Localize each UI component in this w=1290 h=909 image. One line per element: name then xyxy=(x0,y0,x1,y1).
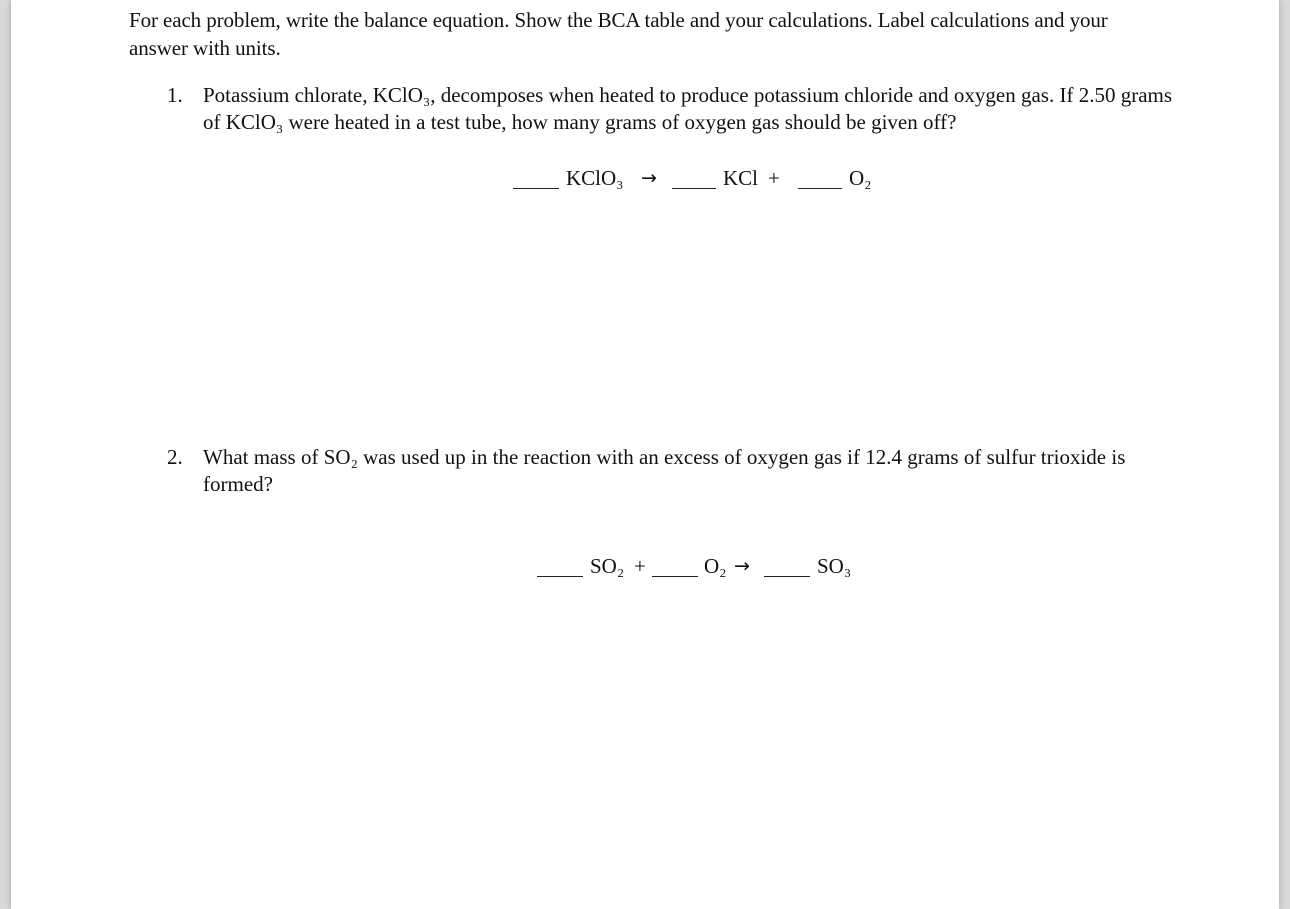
problem-text: Potassium chlorate, KClO₃, decomposes when heated to produce potassium chloride and oxygen gas. If 2.50 grams of KClO₃ were heated in a test tube, how many grams of oxygen gas should be given off? xyxy=(203,83,1173,134)
equation-reactant: SO₂ xyxy=(590,554,625,578)
coefficient-blank[interactable] xyxy=(764,576,810,577)
coefficient-blank[interactable] xyxy=(513,188,559,189)
equation-2 xyxy=(11,551,1279,581)
reaction-arrow: → xyxy=(641,167,657,189)
coefficient-blank[interactable] xyxy=(798,188,842,189)
coefficient-blank[interactable] xyxy=(537,576,583,577)
reaction-arrow: → xyxy=(734,555,750,577)
plus-sign: + xyxy=(768,166,780,190)
coefficient-blank[interactable] xyxy=(672,188,716,189)
equation-product: O₂ xyxy=(849,166,872,190)
equation-reactant: KClO₃ xyxy=(566,166,624,190)
coefficient-blank[interactable] xyxy=(652,576,698,577)
equation-reactant: O₂ xyxy=(704,554,727,578)
equation-product: SO₃ xyxy=(817,554,852,578)
plus-sign: + xyxy=(634,554,646,578)
worksheet-page xyxy=(11,0,1279,909)
problem-number: 1. xyxy=(167,83,183,107)
problem-number: 2. xyxy=(167,445,183,469)
instructions: For each problem, write the balance equation. Show the BCA table and your calculations. Label calculations and your answer with units. xyxy=(129,8,1108,60)
equation-product: KCl xyxy=(723,166,759,190)
equation-1 xyxy=(11,163,1279,193)
problem-text: What mass of SO₂ was used up in the reaction with an excess of oxygen gas if 12.4 grams of sulfur trioxide is formed? xyxy=(203,445,1126,496)
